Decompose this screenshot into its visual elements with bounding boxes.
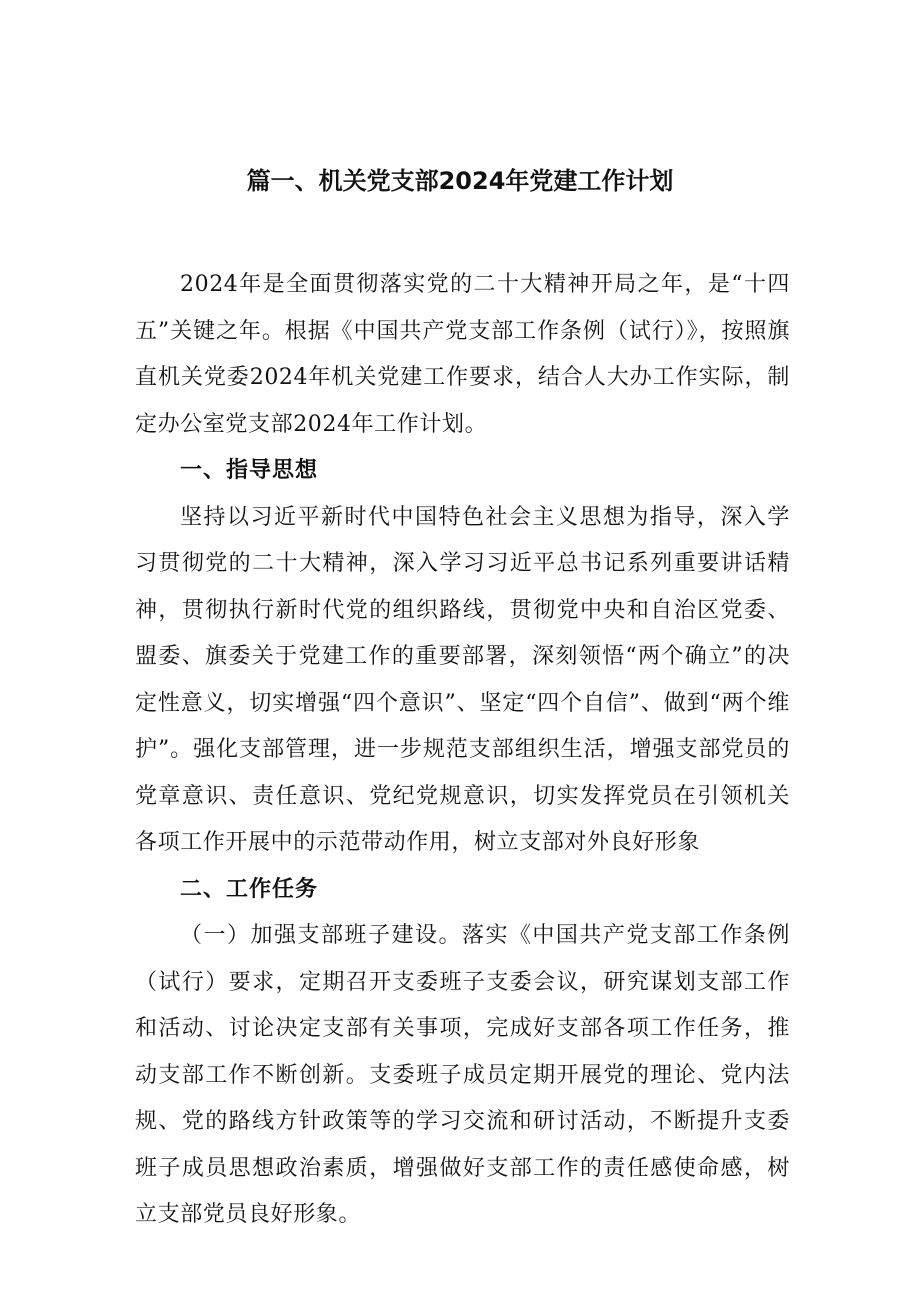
section-heading-work-tasks: 二、工作任务: [180, 876, 319, 902]
document-body: [135, 262, 790, 1239]
intro-paragraph: 2024年是全面贯彻落实党的二十大精神开局之年，是“十四五”关键之年。根据《中国共产党支部工作条例（试行）》，按照旗直机关党委2024年机关党建工作要求，结合人大办工作实际，制定办公室党支部2024年工作计划。: [135, 272, 790, 437]
work-task-item-1-paragraph: （一）加强支部班子建设。落实《中国共产党支部工作条例（试行）要求，定期召开支委班子支委会议，研究谋划支部工作和活动、讨论决定支部有关事项，完成好支部各项工作任务，推动支部工作不断创新。支委班子成员定期开展党的理论、党内法规、党的路线方针政策等的学习交流和研讨活动，不断提升支委班子成员思想政治素质，增强做好支部工作的责任感使命感，树立支部党员良好形象。: [135, 923, 790, 1227]
guiding-ideology-paragraph: 坚持以习近平新时代中国特色社会主义思想为指导，深入学习贯彻党的二十大精神，深入学习习近平总书记系列重要讲话精神，贯彻执行新时代党的组织路线，贯彻党中央和自治区党委、盟委、旗委关于党建工作的重要部署，深刻领悟“两个确立”的决定性意义，切实增强“四个意识”、坚定“四个自信”、做到“两个维护”。强化支部管理，进一步规范支部组织生活，增强支部党员的党章意识、责任意识、党纪党规意识，切实发挥党员在引领机关各项工作开展中的示范带动作用，树立支部对外良好形象: [135, 504, 790, 855]
document-title: 篇一、机关党支部2024年党建工作计划: [246, 167, 674, 195]
section-heading-guiding-ideology: 一、指导思想: [180, 458, 319, 483]
